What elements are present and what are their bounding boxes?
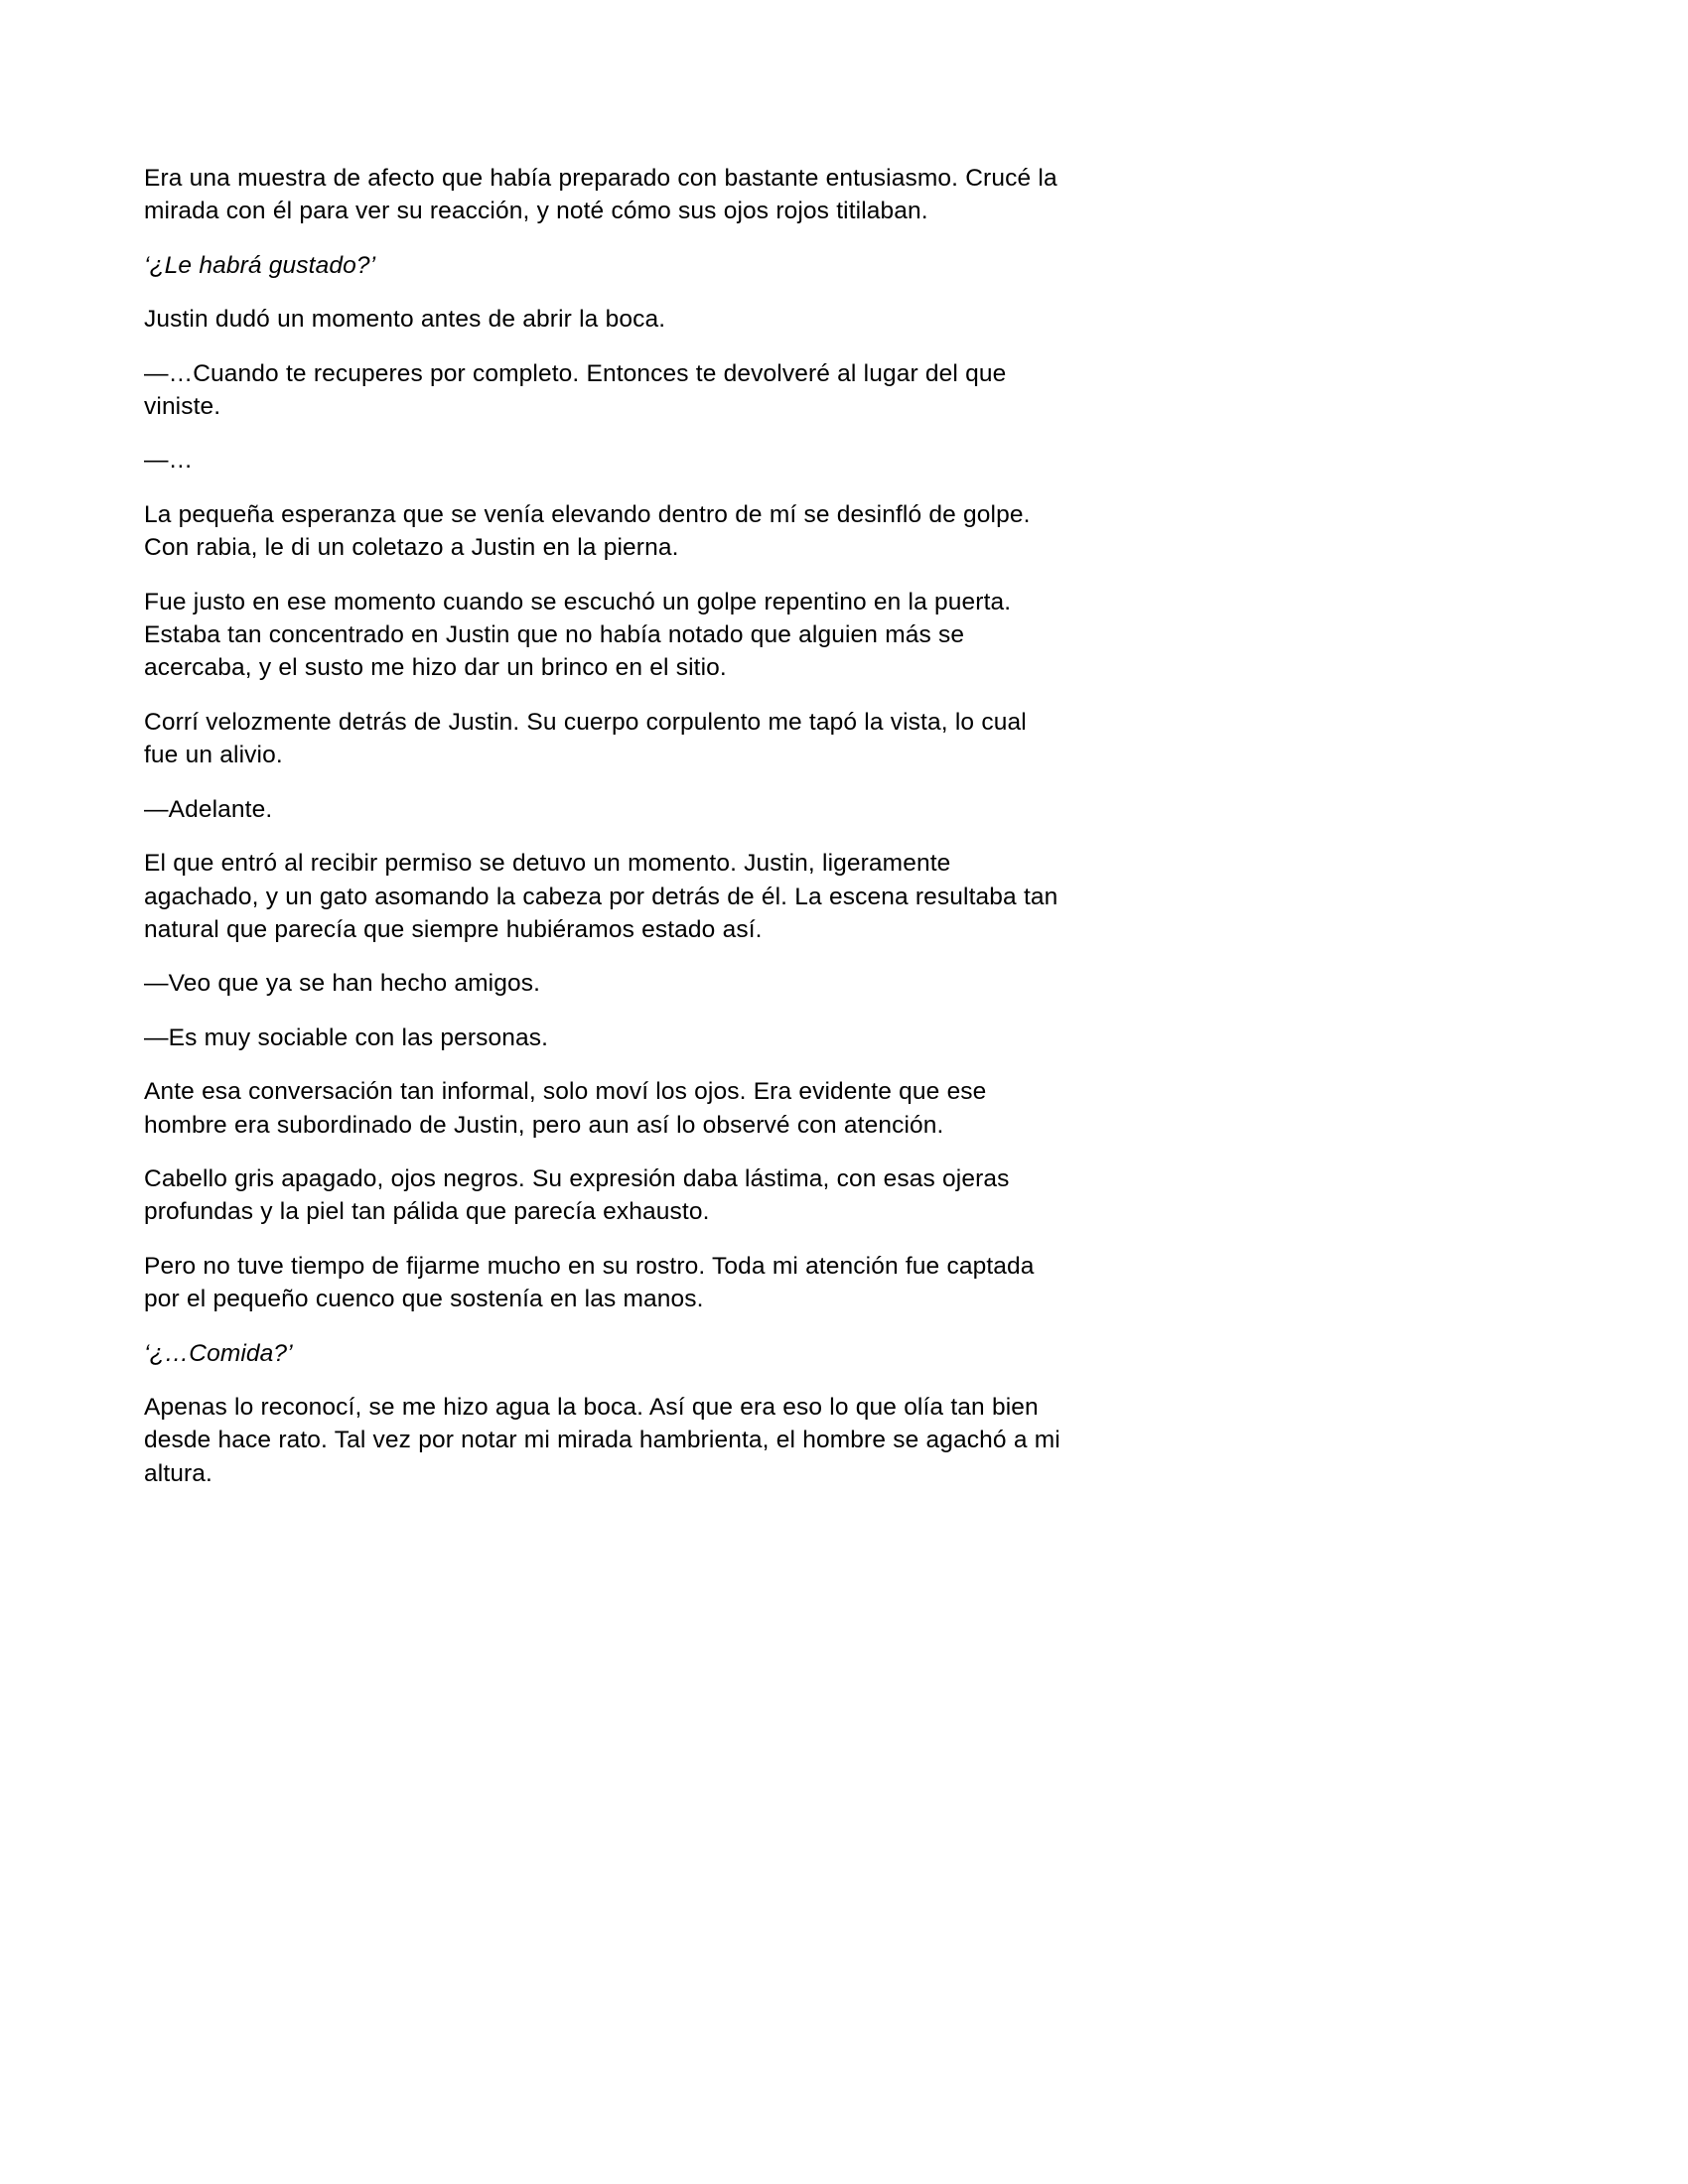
paragraph-dialogue: —Veo que ya se han hecho amigos.	[144, 970, 541, 998]
paragraph: Pero no tuve tiempo de fijarme mucho en su rostro. Toda mi atención fue captada por el pequeño cuenco que sostenía en las manos.	[144, 1252, 1035, 1313]
paragraph: Ante esa conversación tan informal, solo moví los ojos. Era evidente que ese hombre era subordinado de Justin, pero aun así lo observé con atención.	[144, 1078, 987, 1139]
paragraph-inner-thought: ‘¿…Comida?’	[144, 1339, 293, 1367]
paragraph: La pequeña esperanza que se venía elevando dentro de mí se desinfló de golpe. Con rabia, le di un coletazo a Justin en la pierna.	[144, 500, 1031, 562]
paragraph-dialogue: —Es muy sociable con las personas.	[144, 1024, 549, 1051]
paragraph: Era una muestra de afecto que había preparado con bastante entusiasmo. Crucé la mirada con él para ver su reacción, y noté cómo sus ojos rojos titilaban.	[144, 165, 1057, 225]
paragraph: Justin dudó un momento antes de abrir la boca.	[144, 306, 666, 334]
paragraph: Apenas lo reconocí, se me hizo agua la boca. Así que era eso lo que olía tan bien desde hace rato. Tal vez por notar mi mirada hambrienta, el hombre se agachó a mi altura.	[144, 1393, 1060, 1487]
paragraph-dialogue: —…	[144, 447, 194, 475]
paragraph-dialogue: —Adelante.	[144, 795, 273, 823]
paragraph-inner-thought: ‘¿Le habrá gustado?’	[144, 251, 376, 279]
paragraph: Fue justo en ese momento cuando se escuchó un golpe repentino en la puerta. Estaba tan concentrado en Justin que no había notado que alguien más se acercaba, y el susto me hizo dar un brinco en el sitio.	[144, 588, 1012, 682]
paragraph: El que entró al recibir permiso se detuvo un momento. Justin, ligeramente agachado, y un gato asomando la cabeza por detrás de él. La escena resultaba tan natural que parecía que siempre hubiéramos estado así.	[144, 850, 1058, 943]
document-text-body	[144, 162, 1065, 1490]
paragraph: Corrí velozmente detrás de Justin. Su cuerpo corpulento me tapó la vista, lo cual fue un alivio.	[144, 708, 1027, 769]
paragraph: Cabello gris apagado, ojos negros. Su expresión daba lástima, con esas ojeras profundas y la piel tan pálida que parecía exhausto.	[144, 1164, 1010, 1226]
paragraph-dialogue: —…Cuando te recuperes por completo. Entonces te devolveré al lugar del que viniste.	[144, 359, 1007, 421]
